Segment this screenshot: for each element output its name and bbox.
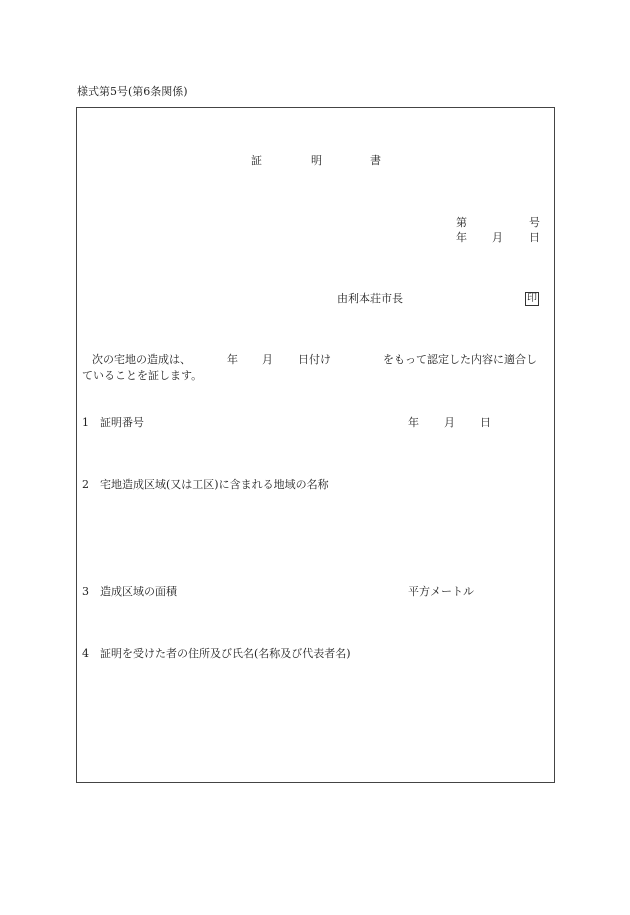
seal-mark: 印 bbox=[527, 293, 537, 304]
body-day: 日付け bbox=[298, 353, 331, 366]
item3-number: 3 bbox=[82, 585, 89, 598]
doc-date-day: 日 bbox=[529, 231, 540, 244]
item1-day: 日 bbox=[480, 416, 491, 429]
body-line2: ていることを証します。 bbox=[82, 369, 203, 382]
item3-unit: 平方メートル bbox=[408, 585, 474, 598]
body-year: 年 bbox=[227, 353, 238, 366]
title-char-2: 明 bbox=[311, 154, 322, 167]
body-month: 月 bbox=[262, 353, 273, 366]
title-char-1: 証 bbox=[251, 154, 262, 167]
item1-year: 年 bbox=[408, 416, 419, 429]
item1-number: 1 bbox=[82, 416, 89, 429]
doc-number-suffix: 号 bbox=[529, 216, 540, 229]
item2-label: 宅地造成区域(又は工区)に含まれる地域の名称 bbox=[100, 478, 329, 491]
doc-number-prefix: 第 bbox=[456, 216, 467, 229]
doc-date-year: 年 bbox=[456, 231, 467, 244]
form-number-label: 様式第5号(第6条関係) bbox=[77, 85, 188, 98]
item4-number: 4 bbox=[82, 647, 89, 660]
item2-number: 2 bbox=[82, 478, 89, 491]
doc-date-month: 月 bbox=[492, 231, 503, 244]
item4-label: 証明を受けた者の住所及び氏名(名称及び代表者名) bbox=[100, 647, 351, 660]
body-line1-start: 次の宅地の造成は、 bbox=[92, 353, 191, 366]
issuer-name: 由利本荘市長 bbox=[337, 292, 403, 305]
title-char-3: 書 bbox=[370, 154, 381, 167]
certificate-frame bbox=[76, 107, 555, 783]
item1-month: 月 bbox=[444, 416, 455, 429]
item3-label: 造成区域の面積 bbox=[100, 585, 177, 598]
body-line1-end: をもって認定した内容に適合し bbox=[383, 353, 537, 366]
item1-label: 証明番号 bbox=[100, 416, 144, 429]
